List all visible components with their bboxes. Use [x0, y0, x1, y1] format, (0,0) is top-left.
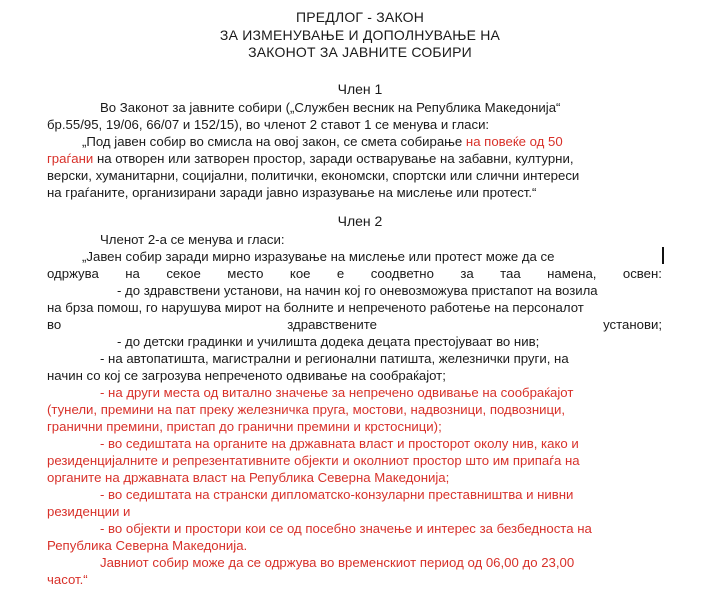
bullet3-line1: - на автопатишта, магистрални и регионални патишта, железнички пруги, на	[100, 351, 569, 366]
text-cursor	[662, 247, 664, 264]
bullet1-line2: на брза помош, го нарушува мирот на болните и непреченото работење на персоналот	[47, 300, 584, 315]
article1-quote-2	[47, 150, 662, 167]
word: одржува	[47, 266, 99, 281]
word: секое	[166, 266, 201, 281]
word: место	[227, 266, 264, 281]
red-bullet1-line1: - на други места од витално значење за непречено одвивање на сообраќајот	[100, 385, 574, 400]
bullet1-line3	[47, 316, 662, 333]
word: во	[47, 317, 62, 332]
bullet2: - до детски градинки и училишта додека децата престојуваат во нив;	[117, 334, 540, 349]
article1-quote-4: на граѓаните, организирани заради јавно изразување на мислење или протест.“	[47, 185, 537, 200]
article1-intro-2: бр.55/95, 19/06, 66/07 и 152/15), во членот 2 ставот 1 се менува и гласи:	[47, 117, 490, 132]
doc-title-line1: ПРЕДЛОГ - ЗАКОН	[295, 9, 425, 25]
red-bullet3-line2: резиденции и	[47, 504, 131, 519]
bullet3-line2: начин со кој се загрозува непреченото одвивање на сообраќајот;	[47, 368, 446, 383]
article1-quote-2-text: на отворен или затворен простор, заради остварување на забавни, културни,	[93, 151, 574, 166]
article1-quote-1	[82, 133, 662, 150]
word: намена,	[547, 266, 597, 281]
article2-heading: Член 2	[337, 213, 383, 229]
word: е	[336, 266, 345, 281]
word: кое	[289, 266, 311, 281]
red-bullet2-line1: - во седиштата на органите на државната власт и просторот околу нив, како и	[100, 436, 579, 451]
word: таа	[500, 266, 521, 281]
article2-intro: Членот 2-а се менува и гласи:	[100, 232, 285, 247]
article2-para-2	[47, 265, 662, 282]
word: освен:	[622, 266, 662, 281]
article1-quote-1-highlight: на повеќе од 50	[465, 134, 563, 149]
red-bullet3-line1: - во седиштата на странски дипломатско-конзуларни преставништва и нивни	[100, 487, 574, 502]
article1-quote-1-text: „Под јавен собир во смисла на овој закон, се смета собирање	[82, 134, 466, 149]
red-bullet4-line2: Република Северна Македонија.	[47, 538, 248, 553]
red-closing-line2: часот.“	[47, 572, 88, 587]
word: соодветно	[370, 266, 434, 281]
article1-quote-3: верски, хуманитарни, социјални, политички, економски, спортски или слични интереси	[47, 168, 580, 183]
red-bullet2-line2: резиденцијалните и репрезентативните објекти и околниот простор што им припаѓа на	[47, 453, 580, 468]
article1-intro-1: Во Законот за јавните собири („Службен весник на Република Македонија“	[100, 100, 561, 115]
article2-para-1: „Јавен собир заради мирно изразување на мислење или протест може да се	[82, 249, 555, 264]
red-bullet2-line3: органите на државната власт на Република Северна Македонија;	[47, 470, 450, 485]
red-bullet1-line2: (тунели, премини на пат преку железничка пруга, мостови, надвозници, подвозници,	[47, 402, 566, 417]
word: здравствените	[287, 317, 377, 332]
doc-title-line3: ЗАКОНОТ ЗА ЈАВНИТЕ СОБИРИ	[248, 44, 472, 60]
bullet1-line1: - до здравствени установи, на начин кој го оневозможува пристапот на возила	[117, 283, 598, 298]
red-closing-line1: Јавниот собир може да се одржува во временскиот период од 06,00 до 23,00	[100, 555, 575, 570]
article1-heading: Член 1	[337, 81, 383, 97]
doc-title-line2: ЗА ИЗМЕНУВАЊЕ И ДОПОЛНУВАЊЕ НА	[219, 27, 501, 43]
red-bullet1-line3: гранични премини, пристап до гранични премини и крстосници);	[47, 419, 442, 434]
article1-quote-2-highlight: граѓани	[47, 151, 94, 166]
word: установи;	[603, 317, 662, 332]
word: на	[125, 266, 140, 281]
word: за	[460, 266, 474, 281]
red-bullet4-line1: - во објекти и простори кои се од посебно значење и интерес за безбедноста на	[100, 521, 592, 536]
